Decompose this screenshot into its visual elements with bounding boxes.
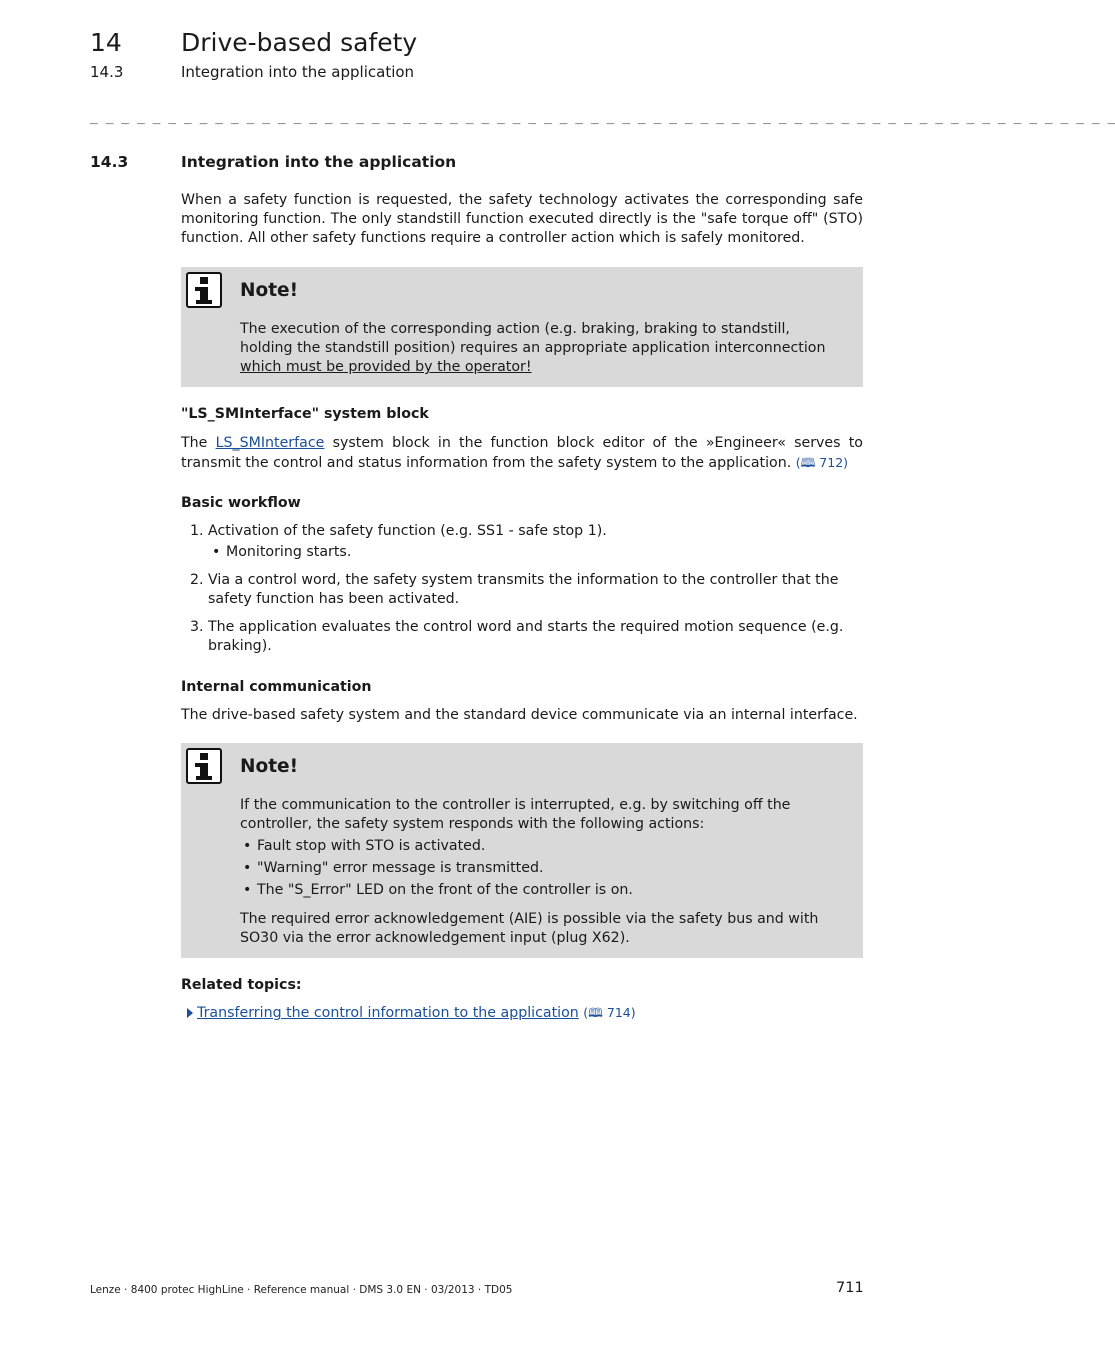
note-title: Note!: [240, 756, 299, 777]
note-text: The execution of the corresponding action (e.g. braking, braking to standstill, holding the standstill position) requires an appropriate application interconnection which must be provided by the operator!: [240, 321, 826, 376]
footer-text: Lenze · 8400 protec HighLine · Reference manual · DMS 3.0 EN · 03/2013 · TD05: [90, 1284, 513, 1296]
chapter-number: 14: [90, 28, 122, 57]
note-bullet: • The "S_Error" LED on the front of the controller is on.: [243, 882, 633, 898]
note-bullet: • Fault stop with STO is activated.: [243, 838, 486, 854]
related-heading: Related topics:: [181, 977, 302, 993]
intro-paragraph: When a safety function is requested, the safety technology activates the corresponding safe monitoring function. The only standstill function executed directly is the "safe torque off" (STO) function. All other safety functions require a controller action which is safely monitored.: [181, 192, 863, 247]
page-ref-link[interactable]: (🕮 714): [583, 1005, 636, 1020]
header-section-number: 14.3: [90, 63, 124, 81]
ls-block-paragraph: The LS_SMInterface system block in the function block editor of the »Engineer« serves to transmit the control and status information from the safety system to the application. (🕮 712): [181, 435, 863, 472]
note-intro: If the communication to the controller is interrupted, e.g. by switching off the controller, the safety system responds with the following actions:: [240, 797, 791, 833]
chapter-title: Drive-based safety: [181, 28, 418, 57]
note-title: Note!: [240, 280, 299, 301]
info-icon: [186, 272, 222, 308]
note-outro: The required error acknowledgement (AIE) is possible via the safety bus and with SO30 via the error acknowledgement input (plug X62).: [240, 911, 819, 947]
info-icon: [186, 748, 222, 784]
section-title: Integration into the application: [181, 153, 457, 171]
page-number: 711: [836, 1280, 864, 1296]
note-box: [181, 743, 863, 958]
arrow-right-icon: [187, 1008, 193, 1018]
ls-sminterface-link[interactable]: LS_SMInterface: [215, 435, 325, 451]
page-ref-link[interactable]: (🕮 712): [795, 455, 849, 471]
note-box: [181, 267, 863, 387]
header-divider: _ _ _ _ _ _ _ _ _ _ _ _ _ _ _ _ _ _ _ _ _ _ _ _ _ _ _ _ _ _ _ _ _ _ _ _ _ _ _ _ _ _ _ _ _ _ _ _ _ _ _ _ _ _ _ _ _ _ _ _ _ _ _ _ _ _: [90, 110, 1115, 125]
note-bullet: • "Warning" error message is transmitted.: [243, 860, 544, 876]
workflow-sub-bullet: • Monitoring starts.: [212, 544, 352, 560]
internal-paragraph: The drive-based safety system and the standard device communicate via an internal interface.: [181, 707, 858, 723]
note-bullet-list: [243, 838, 633, 904]
header-section-title: Integration into the application: [181, 63, 415, 81]
internal-heading: Internal communication: [181, 679, 372, 695]
workflow-heading: Basic workflow: [181, 495, 301, 511]
ls-block-heading: "LS_SMInterface" system block: [181, 406, 429, 422]
section-number: 14.3: [90, 153, 129, 171]
related-topic-link[interactable]: Transferring the control information to the application: [197, 1005, 579, 1021]
related-item: [197, 1004, 636, 1025]
